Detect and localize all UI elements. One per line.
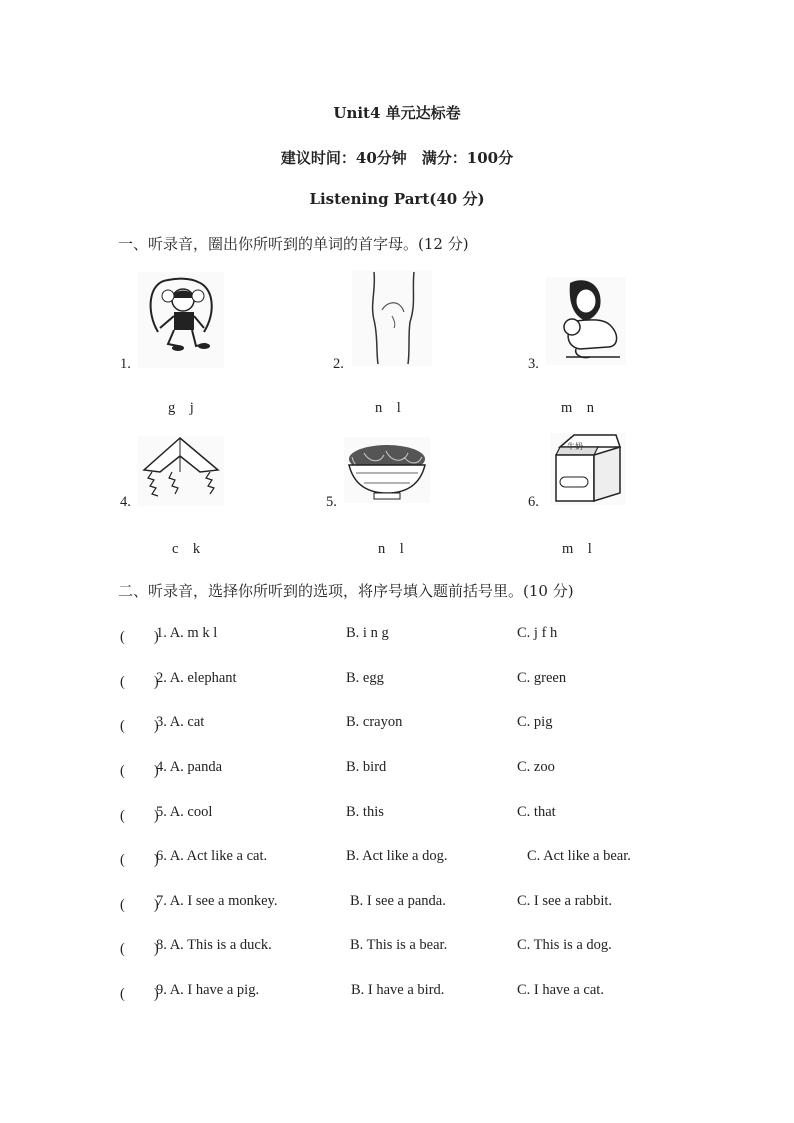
question-stem: 4. A. panda	[156, 759, 223, 775]
question-stem: 1. A. m k l	[156, 625, 218, 641]
item-number: 4.	[120, 494, 131, 510]
item-number: 6.	[528, 494, 539, 510]
item-number: 2.	[333, 356, 344, 372]
answer-bracket[interactable]: ( )	[120, 852, 159, 868]
option-b: B. this	[346, 804, 384, 820]
noodles-icon	[344, 437, 430, 503]
answer-bracket[interactable]: ( )	[120, 674, 159, 690]
answer-bracket[interactable]: ( )	[120, 718, 159, 734]
option-c: C. I have a cat.	[517, 982, 604, 998]
question-stem: 3. A. cat	[156, 714, 205, 730]
knee-icon	[352, 270, 432, 366]
answer-bracket[interactable]: ( )	[120, 763, 159, 779]
option-b: B. bird	[346, 759, 387, 775]
answer-bracket[interactable]: ( )	[120, 941, 159, 957]
milk-carton-icon	[550, 433, 626, 505]
question-stem: 7. A. I see a monkey.	[156, 893, 278, 909]
option-c: C. that	[517, 804, 556, 820]
item-options: g j	[168, 400, 194, 416]
option-c: C. j f h	[517, 625, 558, 641]
time-info: 建议时间：40分钟 满分：100分	[280, 149, 514, 167]
option-c: C. This is a dog.	[517, 937, 612, 953]
item-options: m l	[562, 541, 592, 557]
answer-bracket[interactable]: ( )	[120, 629, 159, 645]
kite-icon	[138, 436, 224, 506]
answer-bracket[interactable]: ( )	[120, 897, 159, 913]
option-b: B. egg	[346, 670, 384, 686]
item-options: n l	[375, 400, 401, 416]
jump-rope-girl-icon	[138, 272, 224, 368]
option-c: C. pig	[517, 714, 553, 730]
option-b: B. I see a panda.	[350, 893, 446, 909]
item-options: m n	[561, 400, 595, 416]
item-options: c k	[172, 541, 201, 557]
question-stem: 2. A. elephant	[156, 670, 237, 686]
option-c: C. green	[517, 670, 567, 686]
question-stem: 6. A. Act like a cat.	[156, 848, 268, 864]
mother-icon	[546, 277, 626, 365]
page-title: Unit4 单元达标卷	[333, 104, 461, 122]
question-stem: 8. A. This is a duck.	[156, 937, 272, 953]
answer-bracket[interactable]: ( )	[120, 986, 159, 1002]
option-c: C. zoo	[517, 759, 555, 775]
section1-heading: 一、听录音，圈出你所听到的单词的首字母。(12 分)	[118, 235, 469, 253]
option-b: B. crayon	[346, 714, 403, 730]
answer-bracket[interactable]: ( )	[120, 808, 159, 824]
question-stem: 5. A. cool	[156, 804, 213, 820]
part-title: Listening Part(40 分)	[309, 190, 485, 208]
item-number: 5.	[326, 494, 337, 510]
option-c: C. I see a rabbit.	[517, 893, 613, 909]
section2-heading: 二、听录音，选择你所听到的选项，将序号填入题前括号里。(10 分)	[118, 582, 574, 600]
item-number: 1.	[120, 356, 131, 372]
option-b: B. I have a bird.	[351, 982, 445, 998]
item-options: n l	[378, 541, 404, 557]
option-b: B. i n g	[346, 625, 389, 641]
option-b: B. Act like a dog.	[346, 848, 448, 864]
milk-label: 牛奶	[567, 442, 583, 451]
question-stem: 9. A. I have a pig.	[156, 982, 260, 998]
option-c: C. Act like a bear.	[527, 848, 631, 864]
item-number: 3.	[528, 356, 539, 372]
option-b: B. This is a bear.	[350, 937, 448, 953]
